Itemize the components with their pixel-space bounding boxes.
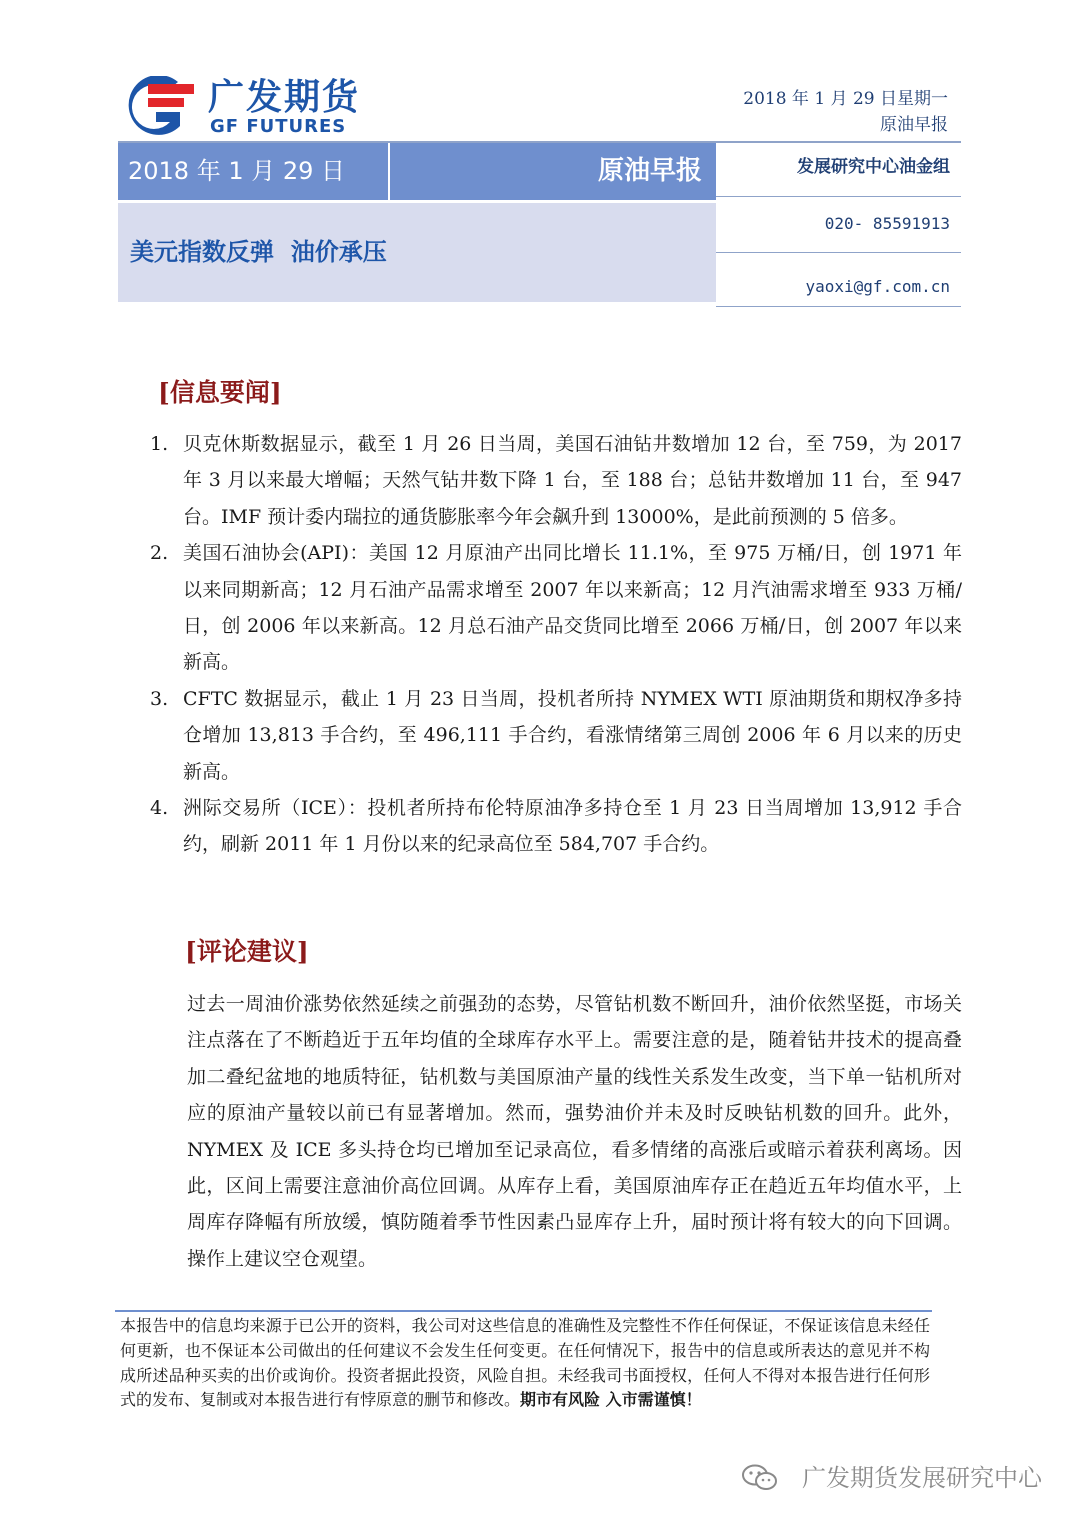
news-list: [150, 426, 962, 863]
disclaimer-text: 本报告中的信息均来源于已公开的资料，我公司对这些信息的准确性及完整性不作任何保证，不保证该信息未经任何更新，也不保证本公司做出的任何建议不会发生任何变更。在任何情况下，报告中的信息或所表达的意见并不构成所述品种买卖的出价或询价。投资者据此投资，风险自担。未经我司书面授权，任何人不得对本报告进行任何形式的发布、复制或对本报告进行有悖原意的删节和修改。: [120, 1316, 930, 1410]
title-band-date: 2018 年 1 月 29 日: [128, 157, 346, 185]
watermark-text: 广发期货发展研究中心: [802, 1464, 1042, 1492]
list-item-number: 3.: [150, 687, 169, 710]
list-item-number: 4.: [150, 797, 169, 820]
list-item-text: 洲际交易所（ICE）：投机者所持布伦特原油净多持仓至 1 月 23 日当周增加 13,912 手合约，刷新 2011 年 1 月份以来的纪录高位至 584,707 手合约。: [183, 797, 962, 856]
wechat-icon: [740, 1462, 780, 1494]
headline: 美元指数反弹 油价承压: [130, 237, 387, 266]
logo-name-en: GF FUTURES: [210, 116, 347, 137]
list-item-text: CFTC 数据显示，截止 1 月 23 日当周，投机者所持 NYMEX WTI 原油期货和期权净多持仓增加 13,813 手合约，至 496,111 手合约，看涨情绪第三周创 2006 年 6 月以来的历史新高。: [183, 687, 962, 783]
header-report-type: 原油早报: [880, 115, 948, 135]
contact-group: 发展研究中心油金组: [797, 157, 950, 177]
contact-divider: [716, 196, 961, 197]
disclaimer: [120, 1314, 930, 1413]
contact-email: yaoxi@gf.com.cn: [805, 277, 950, 296]
header-date: 2018 年 1 月 29 日星期一: [743, 89, 948, 109]
risk-warning: 期市有风险 入市需谨慎！: [520, 1390, 702, 1410]
contact-divider: [716, 306, 961, 307]
list-item: [150, 535, 962, 681]
contact-divider: [716, 252, 961, 253]
list-item: [150, 790, 962, 863]
title-band-report-type: 原油早报: [597, 156, 702, 186]
comment-section-title: [评论建议]: [185, 937, 309, 966]
list-item-number: 2.: [150, 542, 169, 565]
company-logo: [118, 76, 388, 138]
gf-logo-mark-icon: [118, 76, 196, 138]
list-item-text: 美国石油协会(API)：美国 12 月原油产出同比增长 11.1%，至 975 万桶/日，创 1971 年以来同期新高；12 月石油产品需求增至 2007 年以来新高；12 月汽油需求增至 933 万桶/日，创 2006 年以来新高。12 月总石油产品交货同比增至 2066 万桶/日，创 2007 年以来新高。: [183, 542, 962, 674]
list-item-text: 贝克休斯数据显示，截至 1 月 26 日当周，美国石油钻井数增加 12 台，至 759，为 2017 年 3 月以来最大增幅；天然气钻井数下降 1 台，至 188 台；总钻井数增加 11 台，至 947 台。IMF 预计委内瑞拉的通货膨胀率今年会飙升到 13000%，是此前预测的 5 倍多。: [183, 433, 962, 528]
comment-paragraph: 过去一周油价涨势依然延续之前强劲的态势，尽管钻机数不断回升，油价依然坚挺，市场关注点落在了不断趋近于五年均值的全球库存水平上。需要注意的是，随着钻井技术的提高叠加二叠纪盆地的地质特征，钻机数与美国原油产量的线性关系发生改变，当下单一钻机所对应的原油产量较以前已有显著增加。然而，强势油价并未及时反映钻机数的回升。此外，NYMEX 及 ICE 多头持仓均已增加至记录高位，看多情绪的高涨后或暗示着获利离场。因此，区间上需要注意油价高位回调。从库存上看，美国原油库存正在趋近五年均值水平，上周库存降幅有所放缓，慎防随着季节性因素凸显库存上升，届时预计将有较大的向下回调。操作上建议空仓观望。: [187, 993, 962, 1270]
footer-divider: [115, 1310, 932, 1312]
list-item-number: 1.: [150, 433, 169, 455]
list-item: [150, 681, 962, 790]
list-item: [150, 426, 962, 535]
logo-name-cn: 广发期货: [208, 77, 361, 118]
contact-phone: 020- 85591913: [824, 214, 950, 233]
news-section-title: [信息要闻]: [158, 378, 282, 407]
